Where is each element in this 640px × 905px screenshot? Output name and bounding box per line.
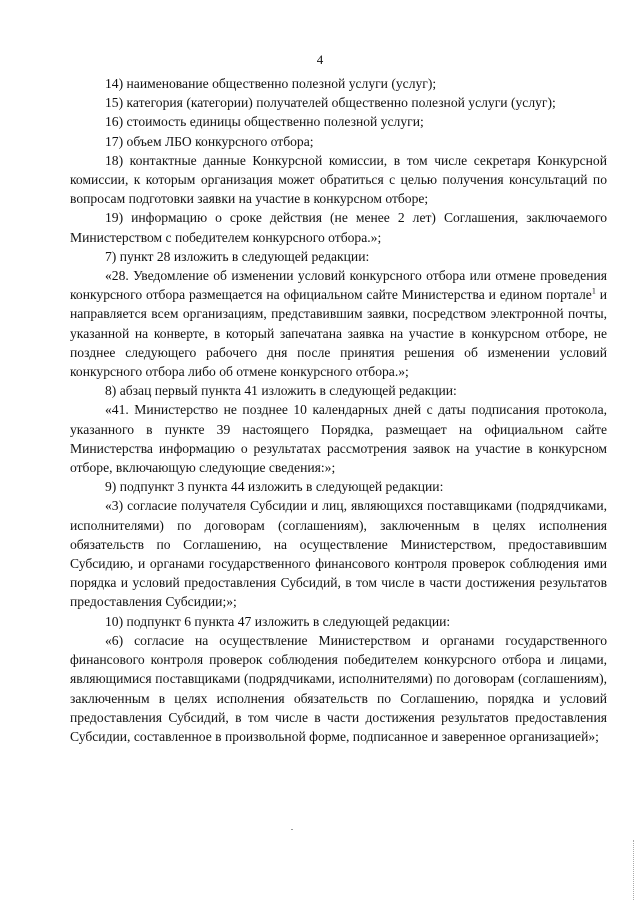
paragraph-amend-9: 9) подпункт 3 пункта 44 изложить в следующей редакции: — [105, 479, 444, 495]
footnote-mark: 1 — [591, 286, 596, 296]
paragraph-18: 18) контактные данные Конкурсной комиссии, в том числе секретаря Конкурсной комиссии, к которым организация может обратиться с целью получения консультаций по вопросам подготовки заявки на участие в конкурсном отборе; — [70, 152, 607, 207]
scan-edge-mark — [633, 840, 636, 900]
document-body — [70, 74, 607, 746]
paragraph-amend-7: 7) пункт 28 изложить в следующей редакции: — [105, 248, 370, 264]
scan-speck — [291, 829, 293, 830]
item-28-part2: и направляется всем организациям, представившим заявки, посредством электронной почты, указанной на конверте, в который запечатана заявка на участие в конкурсном отборе, не позднее следующего рабочего дня после принятия решения об изменении условий конкурсного отбора либо об отмене конкурсного отбора.»; — [70, 287, 607, 380]
paragraph-amend-8: 8) абзац первый пункта 41 изложить в следующей редакции: — [105, 383, 457, 399]
paragraph-item-41: «41. Министерство не позднее 10 календарных дней с даты подписания протокола, указанного в пункте 39 настоящего Порядка, размещает на официальном сайте Министерства информацию о результатах рассмотрения заявок на участие в конкурсном отборе, включающую следующие сведения:»; — [70, 402, 607, 476]
paragraph-15: 15) категория (категории) получателей общественно полезной услуги (услуг); — [105, 95, 556, 111]
paragraph-17: 17) объем ЛБО конкурсного отбора; — [105, 133, 314, 149]
item-28-part1: «28. Уведомление об изменении условий конкурсного отбора или отмене проведения конкурсного отбора размещается на официальном сайте Министерства и едином портале — [70, 268, 607, 303]
page-number: 4 — [316, 52, 324, 67]
paragraph-19: 19) информацию о сроке действия (не менее 2 лет) Соглашения, заключаемого Министерством с победителем конкурсного отбора.»; — [70, 210, 607, 245]
paragraph-item-44-3: «3) согласие получателя Субсидии и лиц, являющихся поставщиками (подрядчиками, исполнителями) по договорам (соглашениям), заключенным в целях исполнения обязательств по Соглашению, на осуществление Министерством, предоставившим Субсидию, и органами государственного финансового контроля проверок соблюдения ими порядка и условий предоставления Субсидий, в том числе в части достижения результатов предоставления Субсидии;»; — [70, 498, 607, 610]
paragraph-14: 14) наименование общественно полезной услуги (услуг); — [105, 76, 437, 91]
paragraph-16: 16) стоимость единицы общественно полезной услуги; — [105, 114, 424, 130]
paragraph-amend-10: 10) подпункт 6 пункта 47 изложить в следующей редакции: — [105, 613, 451, 629]
paragraph-item-47-6: «6) согласие на осуществление Министерством и органами государственного финансового контроля проверок соблюдения победителем конкурсного отбора и лицами, являющимися поставщиками (подрядчиками, исполнителями) по договорам (соглашениям), заключенным в целях исполнения обязательств по Соглашению, порядка и условий предоставления Субсидий, в том числе в части достижения результатов предоставления Субсидии, составленное в произвольной форме, подписанное и заверенное организацией»; — [70, 632, 607, 744]
paragraph-item-28 — [70, 266, 607, 381]
